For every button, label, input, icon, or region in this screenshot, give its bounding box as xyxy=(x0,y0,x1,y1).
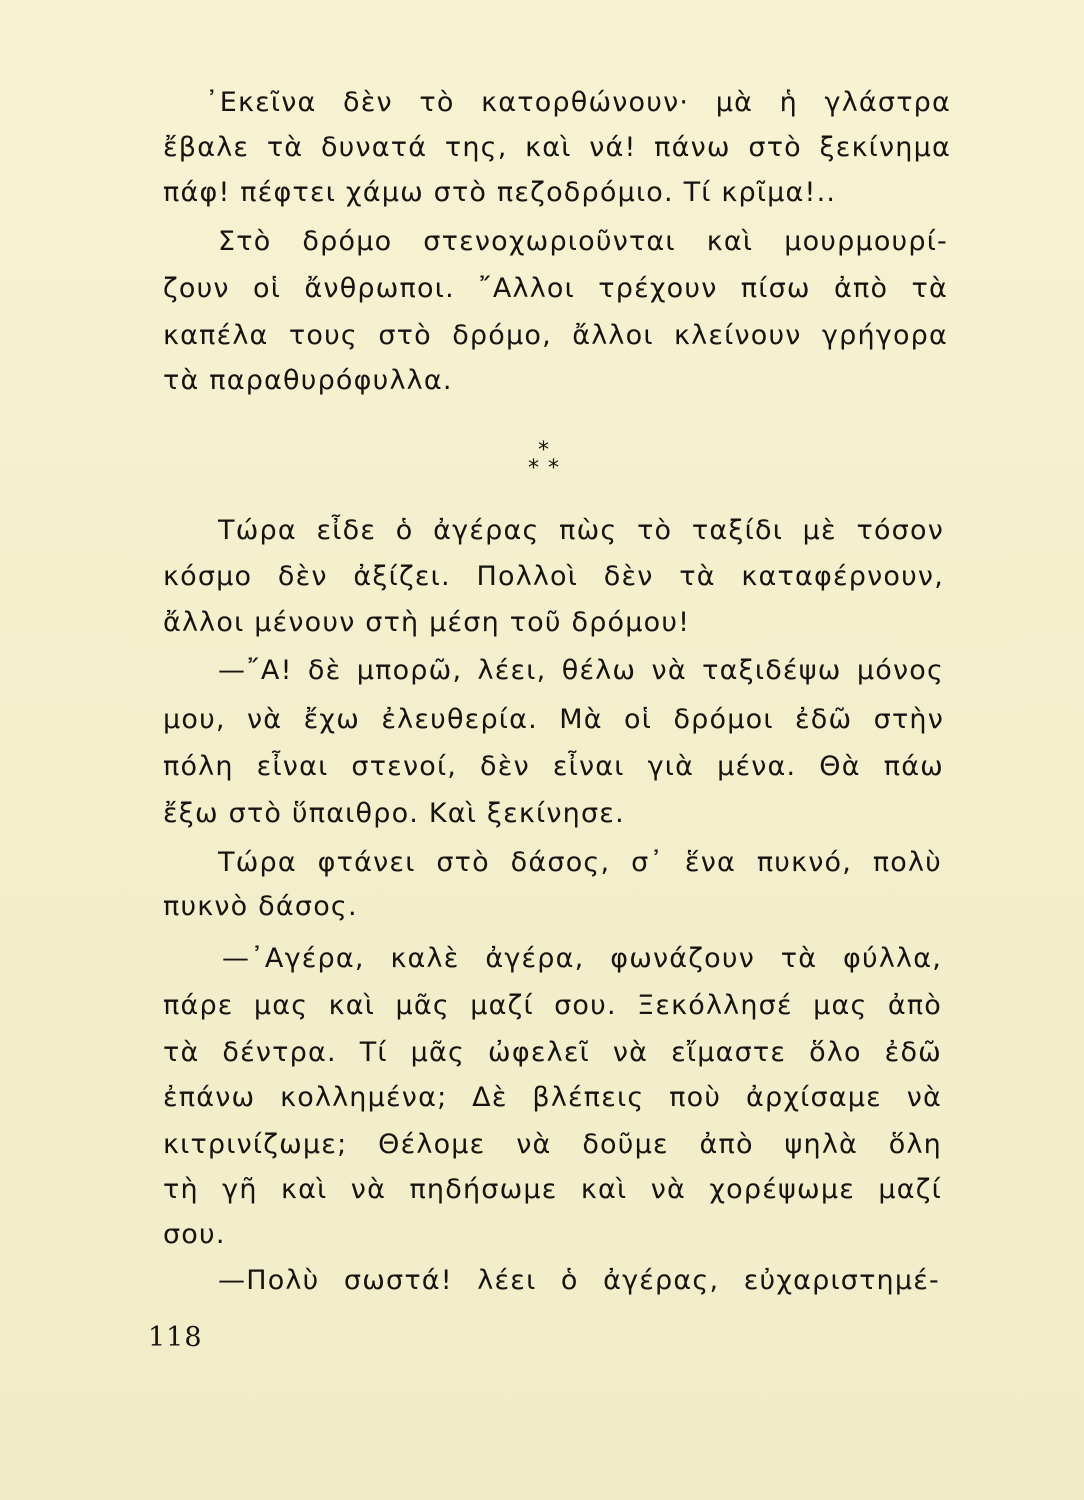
text-line: σου. xyxy=(163,1219,226,1250)
text-line: ζουν οἱ ἄνθρωποι. ῎Αλλοι τρέχουν πίσω ἀπὸ τὰ xyxy=(163,273,948,304)
text-line: τὰ παραθυρόφυλλα. xyxy=(163,365,453,396)
text-line: τὴ γῆ καὶ νὰ πηδήσωμε καὶ νὰ χορέψωμε μαζί xyxy=(163,1174,942,1205)
text-line: κόσμο δὲν ἀξίζει. Πολλοὶ δὲν τὰ καταφέρνουν, xyxy=(163,561,944,592)
text-line: καπέλα τους στὸ δρόμο, ἄλλοι κλείνουν γρήγορα xyxy=(163,320,948,351)
text-line: —Πολὺ σωστά! λέει ὁ ἀγέρας, εὐχαριστημέ- xyxy=(218,1265,940,1296)
text-line: —᾿Αγέρα, καλὲ ἀγέρα, φωνάζουν τὰ φύλλα, xyxy=(222,943,942,974)
section-separator xyxy=(522,440,572,484)
text-line: ἔξω στὸ ὕπαιθρο. Καὶ ξεκίνησε. xyxy=(163,798,625,829)
text-line: ἐπάνω κολλημένα; Δὲ βλέπεις ποὺ ἀρχίσαμε νὰ xyxy=(163,1082,942,1113)
text-line: Στὸ δρόμο στενοχωριοῦνται καὶ μουρμουρί- xyxy=(218,226,948,257)
asterisk: * xyxy=(538,438,549,463)
text-line: Τώρα φτάνει στὸ δάσος, σ᾿ ἕνα πυκνό, πολὺ xyxy=(218,847,942,878)
asterisk: * xyxy=(548,456,559,481)
text-line: πόλη εἶναι στενοί, δὲν εἶναι γιὰ μένα. Θὰ πάω xyxy=(163,751,944,782)
page-number: 118 xyxy=(148,1322,203,1353)
text-line: ᾿Εκεῖνα δὲν τὸ κατορθώνουν· μὰ ἡ γλάστρα xyxy=(205,87,951,118)
text-line: πάφ! πέφτει χάμω στὸ πεζοδρόμιο. Τί κρῖμα!.. xyxy=(163,177,837,208)
text-line: τὰ δέντρα. Τί μᾶς ὠφελεῖ νὰ εἴμαστε ὅλο ἐδῶ xyxy=(163,1037,942,1068)
text-line: πυκνὸ δάσος. xyxy=(163,891,358,922)
asterisk: * xyxy=(528,456,539,481)
text-line: ἔβαλε τὰ δυνατά της, καὶ νά! πάνω στὸ ξεκίνημα xyxy=(163,132,951,163)
text-line: κιτρινίζωμε; Θέλομε νὰ δοῦμε ἀπὸ ψηλὰ ὅλη xyxy=(163,1129,942,1160)
text-line: Τώρα εἶδε ὁ ἀγέρας πὼς τὸ ταξίδι μὲ τόσον xyxy=(218,515,944,546)
text-line: ἄλλοι μένουν στὴ μέση τοῦ δρόμου! xyxy=(163,607,691,638)
text-line: μου, νὰ ἔχω ἐλευθερία. Μὰ οἱ δρόμοι ἐδῶ στὴν xyxy=(163,704,944,735)
text-line: πάρε μας καὶ μᾶς μαζί σου. Ξεκόλλησέ μας ἀπὸ xyxy=(163,990,942,1021)
text-line: —῎Α! δὲ μπορῶ, λέει, θέλω νὰ ταξιδέψω μόνος xyxy=(218,655,944,686)
